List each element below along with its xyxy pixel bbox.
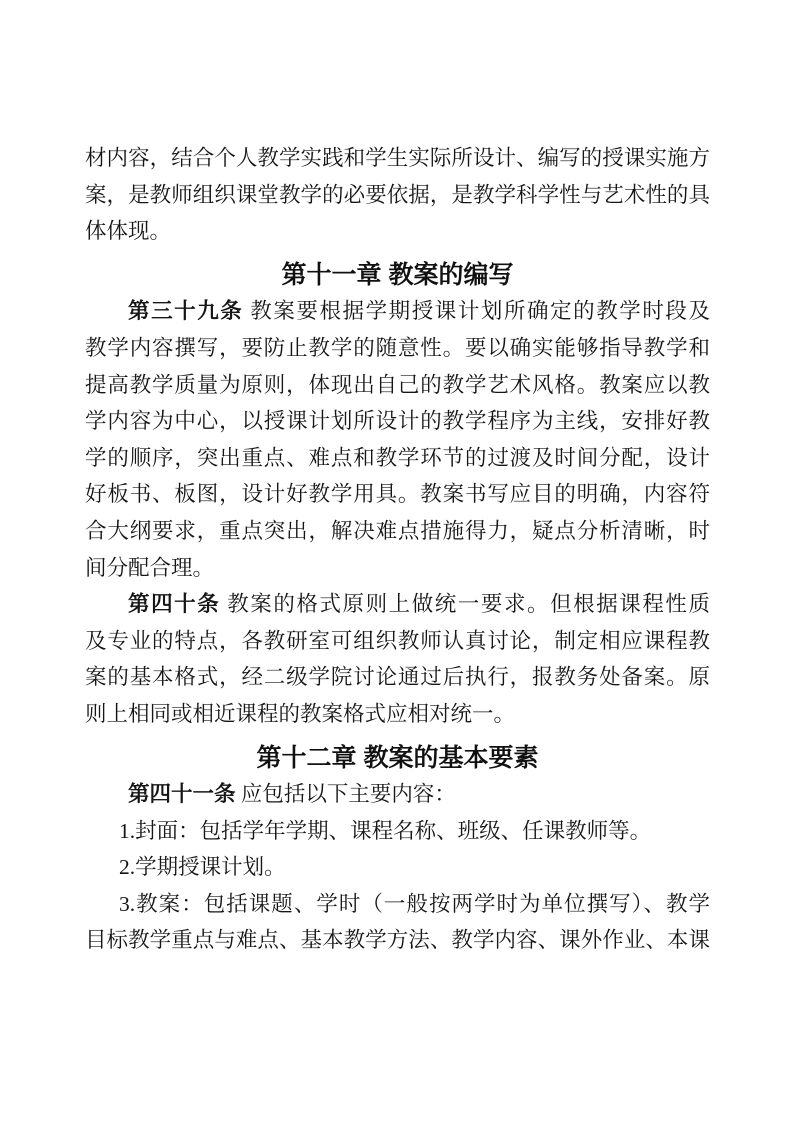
document-content: [85, 140, 710, 959]
chapter-11-heading: 第十一章 教案的编写: [281, 260, 514, 289]
article-40-term: 第四十条: [128, 592, 221, 617]
text-line: [85, 776, 710, 813]
text-line: 教学内容撰写，要防止教学的随意性。要以确实能够指导教学和: [85, 335, 710, 360]
list-item: 2.学期授课计划。: [119, 855, 286, 880]
text-line: [85, 293, 710, 330]
text-run: 教案的格式原则上做统一要求。但根据课程性质: [220, 592, 710, 617]
chapter-12-heading: 第十二章 教案的基本要素: [256, 743, 539, 772]
text-line: 案的基本格式，经二级学院讨论通过后执行，报教务处备案。原: [85, 665, 710, 690]
text-line: 则上相同或相近课程的教案格式应相对统一。: [85, 701, 516, 726]
list-item: 3.教案：包括课题、学时（一般按两学时为单位撰写）、教学: [119, 891, 710, 916]
text-line: 合大纲要求，重点突出，解决难点措施得力，疑点分析清晰，时: [85, 518, 710, 543]
text-line: 体体现。: [85, 219, 172, 244]
text-line: 好板书、板图，设计好教学用具。教案书写应目的明确，内容符: [85, 482, 710, 507]
article-41-term: 第四十一条: [128, 782, 236, 807]
list-item: 1.封面：包括学年学期、课程名称、班级、任课教师等。: [119, 818, 652, 843]
text-run: 应包括以下主要内容：: [235, 782, 456, 807]
text-line: 学内容为中心，以授课计划所设计的教学程序为主线，安排好教: [85, 409, 710, 434]
text-line: 提高教学质量为原则，体现出自己的教学艺术风格。教案应以教: [85, 372, 710, 397]
text-line: 材内容，结合个人教学实践和学生实际所设计、编写的授课实施方: [85, 146, 710, 170]
text-line: 间分配合理。: [85, 555, 215, 580]
text-line: 学的顺序，突出重点、难点和教学环节的过渡及时间分配，设计: [85, 445, 710, 470]
text-line: 目标教学重点与难点、基本教学方法、教学内容、课外作业、本课: [85, 928, 710, 953]
article-39-term: 第三十九条: [128, 299, 244, 324]
text-line: [85, 586, 710, 623]
text-line: 及专业的特点，各教研室可组织教师认真讨论，制定相应课程教: [85, 628, 710, 653]
text-run: 教案要根据学期授课计划所确定的教学时段及: [243, 299, 710, 324]
text-line: 案，是教师组织课堂教学的必要依据，是教学科学性与艺术性的具: [85, 182, 710, 207]
